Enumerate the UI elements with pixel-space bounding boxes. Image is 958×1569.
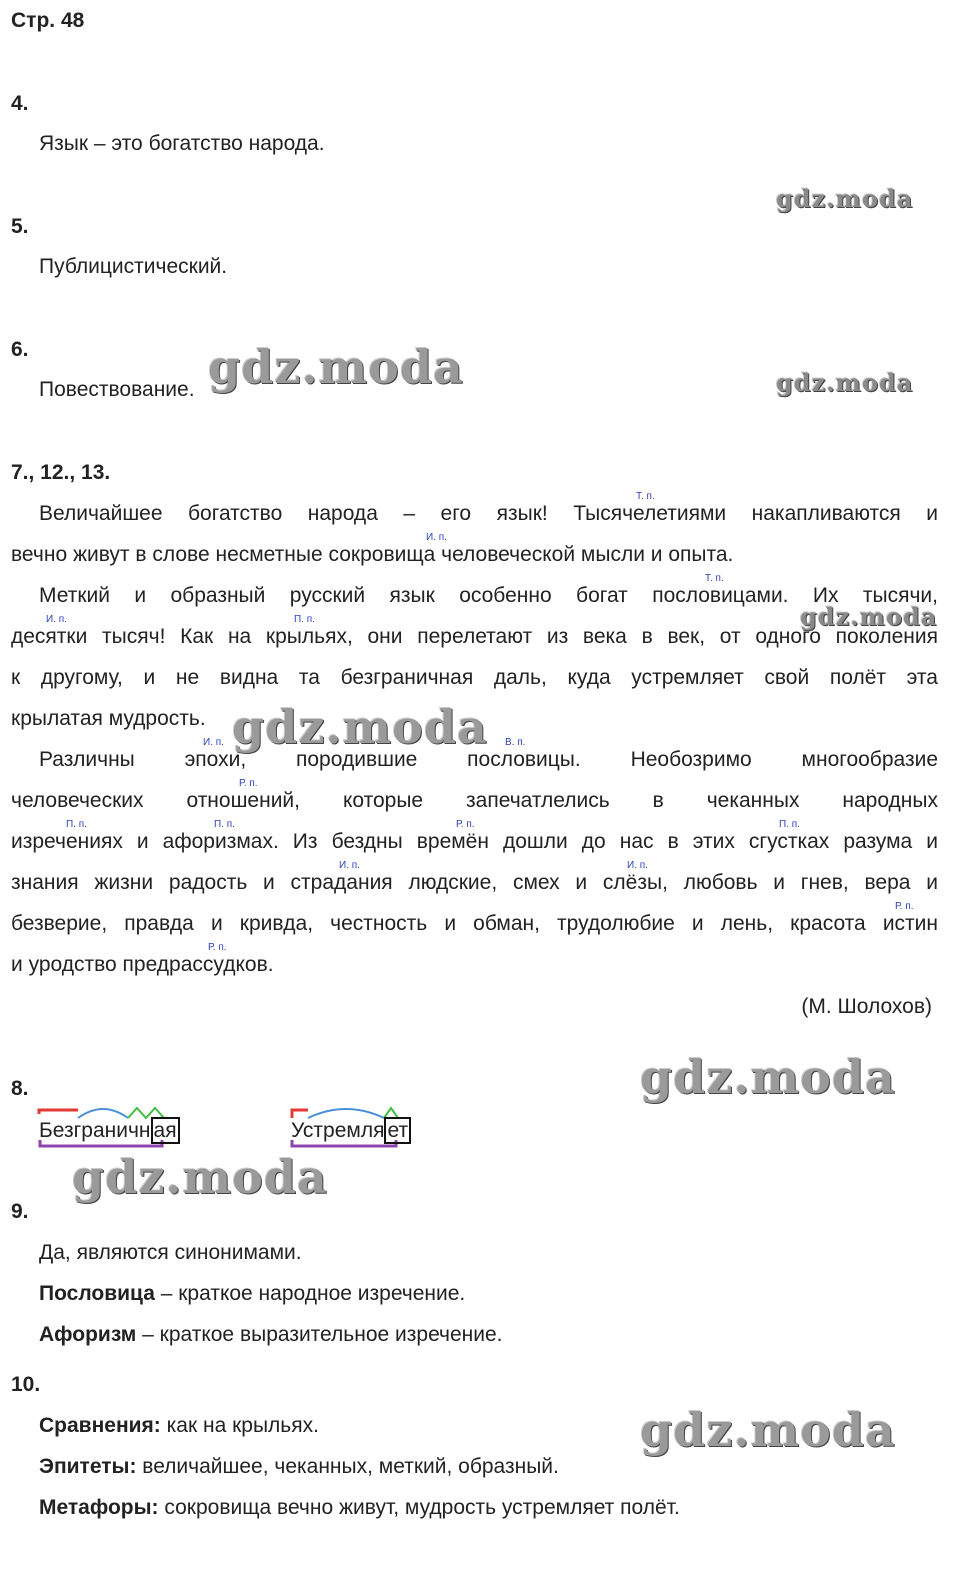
case-label: П. п. xyxy=(214,819,235,830)
text-line: безверие, правда и кривда, честность и обман, трудолюбие и лень, красота истин xyxy=(11,912,938,935)
case-label: П. п. xyxy=(66,819,87,830)
watermark: gdz.moda xyxy=(640,1403,896,1457)
text-line: знания жизни радость и страдания людские, смех и слёзы, любовь и гнев, вера и xyxy=(11,871,938,894)
watermark: gdz.moda xyxy=(776,368,914,397)
definition: сокровища вечно живут, мудрость устремляет полёт. xyxy=(158,1496,680,1519)
definition: как на крыльях. xyxy=(160,1414,319,1437)
page-title: Стр. 48 xyxy=(11,9,85,32)
word-ending: ая xyxy=(151,1117,180,1144)
author-signature: (М. Шолохов) xyxy=(801,995,932,1018)
term: Метафоры: xyxy=(39,1496,159,1519)
case-label: Р. п. xyxy=(456,819,475,830)
task-10-line-3 xyxy=(39,1496,680,1520)
text-line: Различны эпохи, породившие пословицы. Необозримо многообразие xyxy=(39,748,938,771)
text-line: и уродство предрассудков. xyxy=(11,953,274,976)
definition: – краткое народное изречение. xyxy=(154,1282,466,1305)
task-9-definition-1 xyxy=(39,1282,465,1306)
term: Сравнения: xyxy=(39,1414,161,1437)
definition: – краткое выразительное изречение. xyxy=(136,1323,503,1346)
task-6-answer: Повествование. xyxy=(39,378,195,401)
text-line: к другому, и не видна та безграничная даль, куда устремляет свой полёт эта xyxy=(11,666,938,689)
case-label: Т. п. xyxy=(636,491,655,502)
watermark: gdz.moda xyxy=(640,1050,896,1104)
watermark: gdz.moda xyxy=(776,184,914,213)
case-label: И. п. xyxy=(203,737,224,748)
case-label: Р. п. xyxy=(895,901,914,912)
task-6-number: 6. xyxy=(11,338,29,361)
text-line: Меткий и образный русский язык особенно богат пословицами. Их тысячи, xyxy=(39,584,938,607)
text-line: крылатая мудрость. xyxy=(11,707,206,730)
case-label: Р. п. xyxy=(208,942,227,953)
text-line: человеческих отношений, которые запечатлелись в чеканных народных xyxy=(11,789,938,812)
word-ending: ет xyxy=(384,1117,411,1144)
case-label: П. п. xyxy=(294,614,315,625)
task-5-answer: Публицистический. xyxy=(39,255,228,278)
task-4-number: 4. xyxy=(11,92,29,115)
case-label: И. п. xyxy=(627,860,648,871)
text-line: вечно живут в слове несметные сокровища человеческой мысли и опыта. xyxy=(11,543,734,566)
task-9-number: 9. xyxy=(11,1200,29,1223)
watermark: gdz.moda xyxy=(232,700,488,754)
task-7-number: 7., 12., 13. xyxy=(11,461,111,484)
case-label: И. п. xyxy=(426,532,447,543)
word-stem: Безграничн xyxy=(39,1119,151,1142)
watermark: gdz.moda xyxy=(208,340,464,394)
task-4-answer: Язык – это богатство народа. xyxy=(39,132,325,155)
case-label: Р. п. xyxy=(239,778,258,789)
case-label: И. п. xyxy=(46,614,67,625)
word-stem: Устремля xyxy=(291,1119,385,1142)
morpheme-word-1 xyxy=(39,1119,180,1143)
definition: величайшее, чеканных, меткий, образный. xyxy=(136,1455,559,1478)
watermark: gdz.moda xyxy=(800,602,938,631)
case-label: П. п. xyxy=(779,819,800,830)
case-label: И. п. xyxy=(339,860,360,871)
term: Пословица xyxy=(39,1282,155,1305)
task-9-definition-2 xyxy=(39,1323,503,1347)
text-line: Величайшее богатство народа – его язык! Тысячелетиями накапливаются и xyxy=(39,502,938,525)
task-8-number: 8. xyxy=(11,1077,29,1100)
text-line: изречениях и афоризмах. Из бездны времён дошли до нас в этих сгустках разума и xyxy=(11,830,938,853)
watermark: gdz.moda xyxy=(72,1150,328,1204)
text-paragraph-1 xyxy=(11,493,938,575)
morpheme-word-2 xyxy=(291,1119,411,1143)
text-line: десятки тысяч! Как на крыльях, они перелетают из века в век, от одного поколения xyxy=(11,625,938,648)
task-5-number: 5. xyxy=(11,215,29,238)
case-label: Т. п. xyxy=(705,573,724,584)
term: Афоризм xyxy=(39,1323,137,1346)
term: Эпитеты: xyxy=(39,1455,137,1478)
task-9-answer: Да, являются синонимами. xyxy=(39,1241,302,1264)
task-10-line-2 xyxy=(39,1455,559,1479)
text-paragraph-3 xyxy=(11,739,938,985)
case-label: В. п. xyxy=(505,737,526,748)
task-10-number: 10. xyxy=(11,1373,41,1396)
task-10-line-1 xyxy=(39,1414,319,1438)
